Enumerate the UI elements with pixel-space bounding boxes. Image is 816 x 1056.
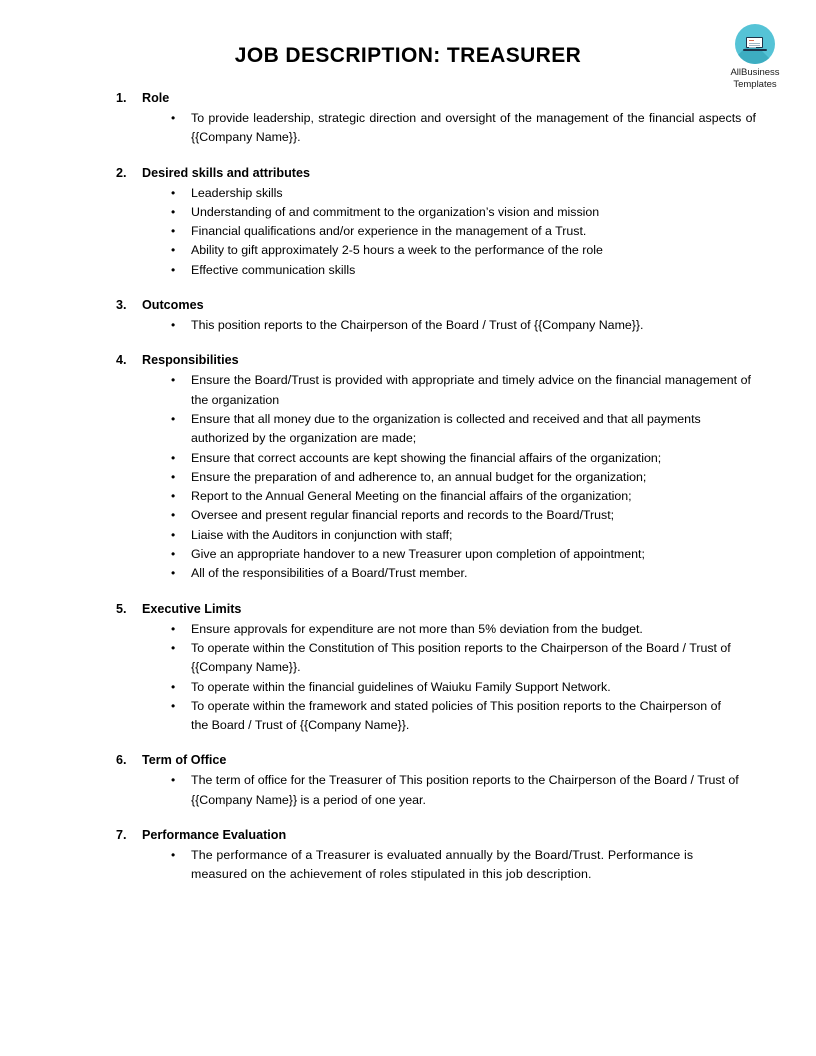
section-number: 1. [116,91,127,105]
section-number: 6. [116,753,127,768]
section-heading [116,352,728,369]
list-item: • Ensure the Board/Trust is provided with appropriate and timely advice on the financial management of the organization [116,371,751,410]
section-number: 7. [116,828,127,843]
list-item: • To operate within the financial guidelines of Waiuku Family Support Network. [116,678,799,697]
section-number: 5. [116,601,127,616]
list-item: • Ensure that correct accounts are kept showing the financial affairs of the organization; [116,449,799,468]
list-item: • To operate within the Constitution of This position reports to the Chairperson of the Board / Trust of {{Company Name}}. [116,639,786,678]
section-term-of-office [116,752,739,810]
document-body [116,90,756,885]
list-item: • Liaise with the Auditors in conjunction with staff; [116,526,799,545]
spacer [116,148,728,165]
section-heading [116,827,728,844]
section-heading [116,601,728,618]
list-item: • Ensure the preparation of and adherence to, an annual budget for the organization; [116,468,799,487]
list-item: • The performance of a Treasurer is evaluated annually by the Board/Trust. Performance is measured on the achievement of roles stipulated in this job description. [116,846,716,885]
list-item: • The term of office for the Treasurer of This position reports to the Chairperson of the Board / Trust of {{Company Name}} is a period of one year. [116,771,791,810]
spacer [116,584,728,601]
list-item: • Effective communication skills [116,261,799,280]
list-item: • To provide leadership, strategic direction and oversight of the management of the financial aspects of {{Company Name}}. [116,109,756,148]
page-title: JOB DESCRIPTION: TREASURER [234,44,582,67]
list-item: • To operate within the framework and stated policies of This position reports to the Chairperson of the Board / Trust of {{Company Name}}. [116,697,721,736]
spacer [116,735,728,752]
section-number: 2. [116,165,127,180]
section-title: Role [142,91,170,105]
logo-wordmark-line-1: AllBusiness [730,67,780,78]
logo-wordmark [712,67,798,90]
section-title: Term of Office [142,753,227,768]
list-item: • Understanding of and commitment to the organization’s vision and mission [116,203,799,222]
section-outcomes [116,297,728,335]
section-heading [116,165,728,182]
section-bullet-list [116,316,728,335]
section-role [116,90,756,148]
spacer [116,280,728,297]
section-responsibilities [116,352,751,583]
section-title: Executive Limits [142,601,242,616]
spacer [116,335,728,352]
section-title: Outcomes [142,298,204,313]
section-heading [116,90,728,107]
section-bullet-list [116,846,728,885]
section-bullet-list [116,184,728,280]
section-heading [116,297,728,314]
section-executive-limits [116,601,731,736]
section-heading [116,752,728,769]
list-item: • Oversee and present regular financial reports and records to the Board/Trust; [116,506,799,525]
section-bullet-list [116,109,756,148]
list-item: • Leadership skills [116,184,799,203]
list-item: • Ensure approvals for expenditure are not more than 5% deviation from the budget. [116,620,799,639]
section-title: Performance Evaluation [142,828,287,843]
list-item: • All of the responsibilities of a Board/Trust member. [116,564,799,583]
section-number: 4. [116,353,127,368]
section-number: 3. [116,298,127,313]
section-desired-skills [116,165,728,280]
list-item: • Give an appropriate handover to a new Treasurer upon completion of appointment; [116,545,799,564]
list-item: • Ensure that all money due to the organization is collected and received and that all payments authorized by the organization are made; [116,410,736,449]
list-item: • Financial qualifications and/or experience in the management of a Trust. [116,222,799,241]
section-performance-evaluation [116,827,728,885]
section-bullet-list [116,620,731,736]
section-bullet-list [116,771,739,810]
screen-line-1 [749,40,754,41]
spacer [116,810,728,827]
section-bullet-list [116,371,751,583]
list-item: • Report to the Annual General Meeting on the financial affairs of the organization; [116,487,799,506]
section-title: Desired skills and attributes [142,165,310,180]
section-title: Responsibilities [142,353,239,368]
list-item: • This position reports to the Chairperson of the Board / Trust of {{Company Name}}. [116,316,799,335]
list-item: • Ability to gift approximately 2-5 hours a week to the performance of the role [116,241,799,260]
logo-wordmark-line-2: Templates [733,78,777,90]
